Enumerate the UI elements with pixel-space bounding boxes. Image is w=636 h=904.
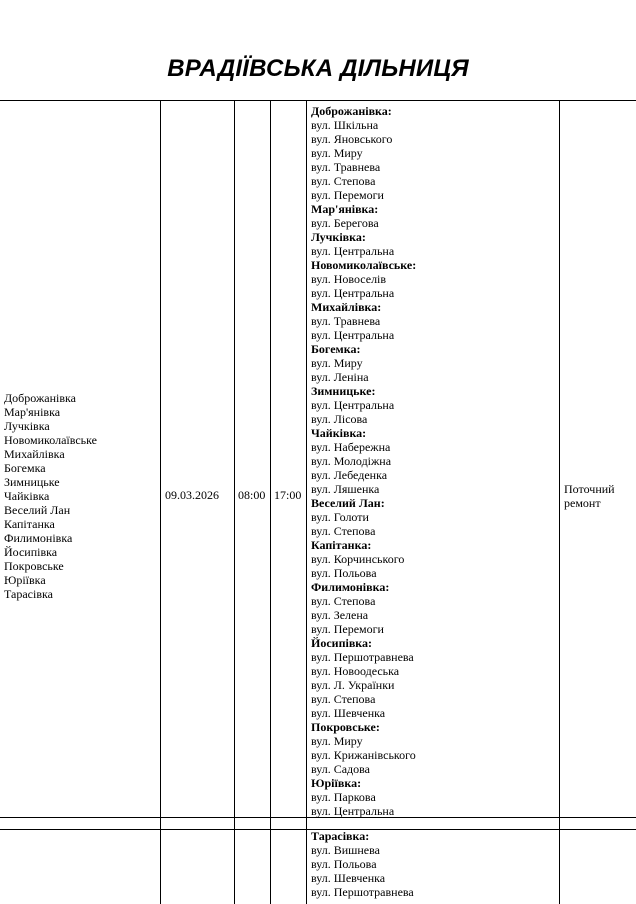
village-item: Чайківка <box>4 489 50 503</box>
village-item: Лучківка <box>4 419 50 433</box>
street-item: вул. Корчинського <box>311 552 405 566</box>
village-item: Юріївка <box>4 573 46 587</box>
street-item: вул. Перемоги <box>311 188 384 202</box>
street-group-heading: Филимонівка: <box>311 580 390 594</box>
street-item: вул. Миру <box>311 356 363 370</box>
street-item: вул. Яновського <box>311 132 393 146</box>
street-group-heading: Мар'янівка: <box>311 202 379 216</box>
village-item: Зимницьке <box>4 475 60 489</box>
street-item: вул. Центральна <box>311 244 395 258</box>
village-item: Мар'янівка <box>4 405 61 419</box>
street-group-heading: Доброжанівка: <box>311 104 392 118</box>
street-group-heading: Лучківка: <box>311 230 366 244</box>
village-item: Веселий Лан <box>4 503 71 517</box>
street-item: вул. Шевченка <box>311 871 386 885</box>
reason-line-1: Поточний <box>564 482 615 496</box>
street-item: вул. Степова <box>311 692 376 706</box>
street-item: вул. Миру <box>311 146 363 160</box>
street-item: вул. Центральна <box>311 328 395 342</box>
street-item: вул. Польова <box>311 566 377 580</box>
street-item: вул. Степова <box>311 174 376 188</box>
village-item: Доброжанівка <box>4 391 77 405</box>
village-item: Филимонівка <box>4 531 73 545</box>
street-group-heading: Капітанка: <box>311 538 372 552</box>
street-group-heading: Новомиколаївське: <box>311 258 417 272</box>
end-time: 17:00 <box>274 488 302 502</box>
street-item: вул. Центральна <box>311 286 395 300</box>
street-item: вул. Лебеденка <box>311 468 388 482</box>
street-item: вул. Перемоги <box>311 622 384 636</box>
village-item: Богемка <box>4 461 46 475</box>
street-item: вул. Степова <box>311 524 376 538</box>
street-item: вул. Голоти <box>311 510 369 524</box>
street-item: вул. Першотравнева <box>311 650 414 664</box>
street-group-heading: Богемка: <box>311 342 361 356</box>
street-item: вул. Миру <box>311 734 363 748</box>
village-item: Капітанка <box>4 517 55 531</box>
village-item: Михайлівка <box>4 447 65 461</box>
street-item: вул. Садова <box>311 762 370 776</box>
street-item: вул. Вишнева <box>311 843 380 857</box>
street-item: вул. Зелена <box>311 608 369 622</box>
street-item: вул. Центральна <box>311 398 395 412</box>
street-group-heading: Михайлівка: <box>311 300 382 314</box>
column-divider-5 <box>559 100 560 904</box>
column-divider-3 <box>270 100 271 904</box>
village-item: Йосипівка <box>4 545 58 559</box>
street-item: вул. Лісова <box>311 412 368 426</box>
page-title: ВРАДІЇВСЬКА ДІЛЬНИЦЯ <box>167 55 469 82</box>
column-divider-4 <box>306 100 307 904</box>
street-item: вул. Степова <box>311 594 376 608</box>
outage-date: 09.03.2026 <box>165 488 219 502</box>
villages-list <box>4 391 97 601</box>
village-item: Новомиколаївське <box>4 433 97 447</box>
table-top-border <box>0 100 636 101</box>
street-item: вул. Шкільна <box>311 118 379 132</box>
street-item: вул. Ляшенка <box>311 482 380 496</box>
village-item: Покровське <box>4 559 64 573</box>
street-item: вул. Новоселів <box>311 272 387 286</box>
street-group-heading: Веселий Лан: <box>311 496 385 510</box>
street-item: вул. Крижанівського <box>311 748 416 762</box>
streets-list <box>311 104 416 818</box>
street-group-heading: Йосипівка: <box>311 636 373 650</box>
street-item: вул. Травнева <box>311 314 381 328</box>
street-item: вул. Першотравнева <box>311 885 414 899</box>
street-item: вул. Польова <box>311 857 377 871</box>
column-divider-2 <box>234 100 235 904</box>
street-item: вул. Берегова <box>311 216 379 230</box>
street-item: вул. Паркова <box>311 790 376 804</box>
street-item: вул. Набережна <box>311 440 391 454</box>
street-item: вул. Центральна <box>311 804 395 818</box>
column-divider-1 <box>160 100 161 904</box>
village-item: Тарасівка <box>4 587 53 601</box>
street-item: вул. Молодіжна <box>311 454 392 468</box>
street-item: вул. Шевченка <box>311 706 386 720</box>
street-item: вул. Травнева <box>311 160 381 174</box>
street-group-heading: Тарасівка: <box>311 829 370 843</box>
street-item: вул. Леніна <box>311 370 369 384</box>
street-group-heading: Чайківка: <box>311 426 367 440</box>
streets-continuation <box>311 829 414 899</box>
street-group-heading: Юріївка: <box>311 776 362 790</box>
street-group-heading: Зимницьке: <box>311 384 376 398</box>
street-item: вул. Л. Українки <box>311 678 395 692</box>
start-time: 08:00 <box>238 488 266 502</box>
street-item: вул. Новоодеська <box>311 664 400 678</box>
street-group-heading: Покровське: <box>311 720 380 734</box>
reason-line-2: ремонт <box>564 496 601 510</box>
outage-reason <box>564 482 615 510</box>
